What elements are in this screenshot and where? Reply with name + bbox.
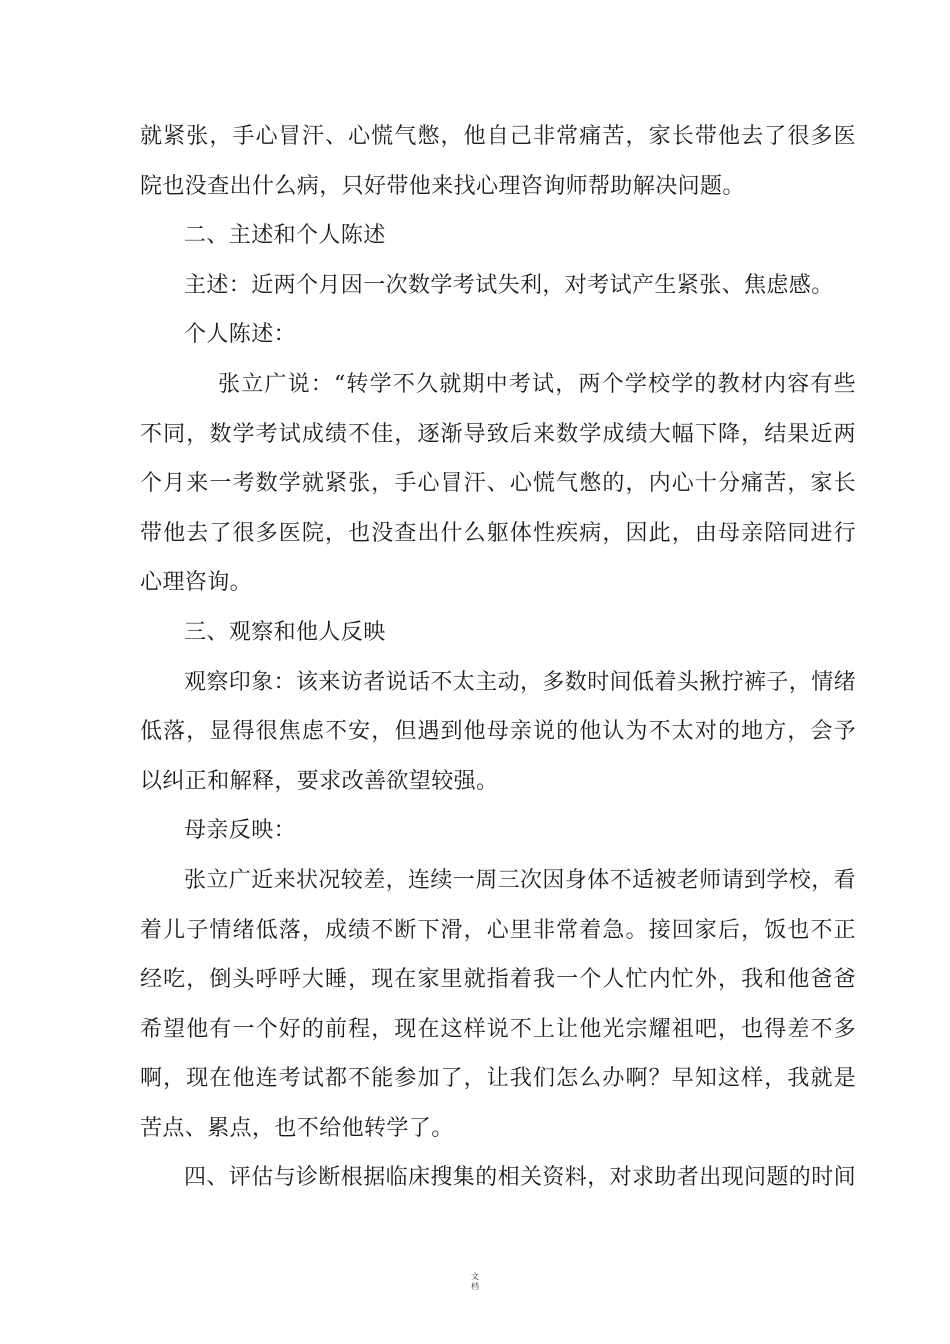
- page-footer: [0, 1272, 950, 1292]
- section-heading-2: 二、主述和个人陈述: [184, 223, 386, 249]
- paragraph-observation: 观察印象：该来访者说话不太主动，多数时间低着头揪拧裤子，情绪低落，显得很焦虑不安，但遇到他母亲说的他认为不太对的地方，会予以纠正和解释，要求改善欲望较强。: [140, 669, 857, 794]
- section-heading-4: 四、评估与诊断根据临床搜集的相关资料，对求助者出现问题的时间: [184, 1165, 857, 1191]
- footer-char-1: 文: [471, 1272, 479, 1281]
- paragraph-personal-statement: 张立广说：“转学不久就期中考试，两个学校学的教材内容有些不同，数学考试成绩不佳，逐渐导致后来数学成绩大幅下降，结果近两个月来一考数学就紧张，手心冒汗、心慌气憋的，内心十分痛苦，家长带他去了很多医院，也没查出什么躯体性疾病，因此，由母亲陪同进行心理咨询。: [140, 371, 856, 596]
- paragraph-continuation: 就紧张，手心冒汗、心慌气憋，他自己非常痛苦，家长带他去了很多医院也没查出什么病，只好带他来找心理咨询师帮助解决问题。: [140, 124, 856, 199]
- paragraph-personal-statement-label: 个人陈述：: [184, 322, 297, 348]
- paragraph-chief-complaint: 主述：近两个月因一次数学考试失利，对考试产生紧张、焦虑感。: [184, 272, 834, 298]
- paragraph-mother-report: 张立广近来状况较差，连续一周三次因身体不适被老师请到学校，看着儿子情绪低落，成绩不断下滑，心里非常着急。接回家后，饭也不正经吃，倒头呼呼大睡，现在家里就指着我一个人忙内忙外，我和他爸爸希望他有一个好的前程，现在这样说不上让他光宗耀祖吧，也得差不多啊，现在他连考试都不能参加了，让我们怎么办啊？早知这样，我就是苦点、累点，也不给他转学了。: [140, 867, 857, 1141]
- section-heading-3: 三、观察和他人反映: [184, 619, 386, 645]
- paragraph-mother-label: 母亲反映：: [184, 818, 297, 844]
- document-body: [140, 112, 856, 1203]
- footer-char-2: 档: [471, 1282, 479, 1291]
